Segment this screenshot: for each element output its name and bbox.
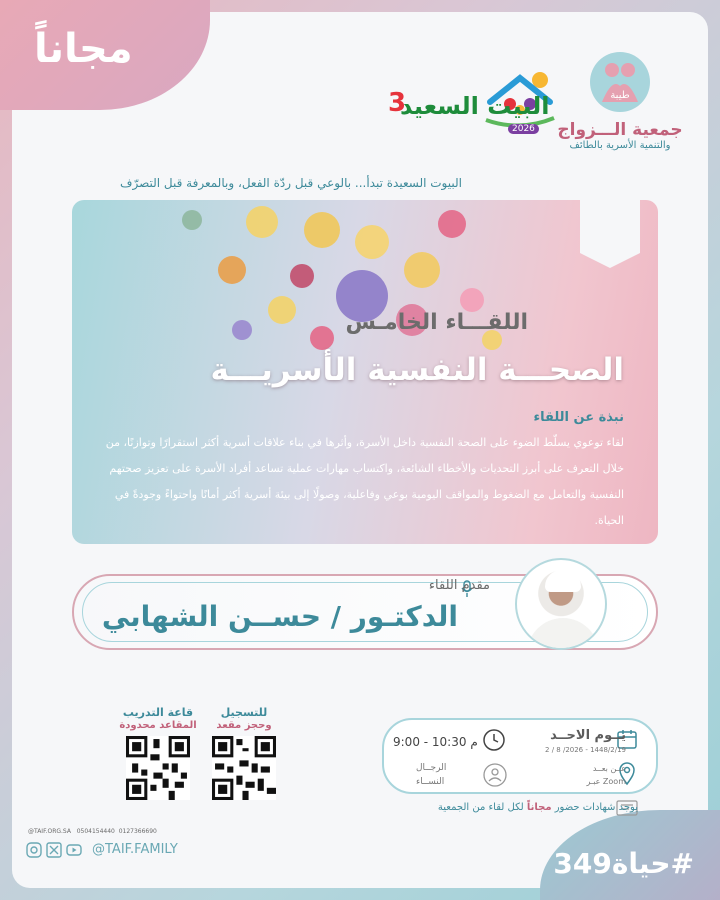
- hall-qr-code[interactable]: [126, 736, 190, 800]
- event-place-line1: عــن بعــد: [592, 764, 626, 773]
- phone-2: 0127366690: [118, 828, 157, 835]
- audience-icon: [482, 762, 508, 788]
- family-emblem-icon: [588, 50, 652, 114]
- presenter-headdress: [545, 570, 581, 592]
- event-number: 3: [388, 88, 407, 118]
- event-logo: [380, 70, 570, 140]
- social-handle[interactable]: @TAIF.FAMILY: [92, 842, 178, 857]
- presenter-photo: [515, 558, 607, 650]
- clock-icon: [482, 728, 506, 752]
- presenter-label: مقدم اللقاء: [428, 578, 490, 593]
- certificates-note: [438, 802, 638, 813]
- hashtag: #حياة349: [553, 847, 694, 880]
- event-date: 2 / 8 /2026 - 1448/2/19: [545, 746, 626, 754]
- register-label: للتسجيل: [220, 706, 268, 719]
- register-qr-code[interactable]: [212, 736, 276, 800]
- about-text: لقاء توعوي يسلّط الضوء على الصحة النفسية داخل الأسرة، وأثرها في بناء علاقات أسرية أكثر استقرارًا وتوازنًا، من خلال التعرف على أبرز التحديات والأخطاء الشائعة، واكتساب مهارات عملية تساعد أفراد الأسرة على تعزيز صحتهم النفسية والتعامل مع الضغوط والمواقف اليومية بوعي وفاعلية، وصولًا إلى بيئة أسرية أكثر أمانًا واحتواءً وجودةً في الحياة.: [105, 436, 624, 527]
- event-place-line2: عبـر Zoom: [586, 777, 626, 786]
- register-sublabel: وحجز مقعد: [216, 720, 272, 731]
- website: @TAIF.ORG.SA: [28, 828, 71, 835]
- audience-line1: الرجــال: [416, 763, 447, 773]
- certificates-free: مجاناً: [526, 802, 552, 813]
- association-logo: [550, 50, 690, 151]
- association-name: جمعية الـــزواج: [557, 120, 683, 140]
- session-number: اللقـــاء الخامـس: [345, 310, 528, 335]
- free-badge: مجاناً: [34, 26, 133, 72]
- emblem-text: طيبة: [610, 90, 630, 101]
- phone-1: 0504154440: [76, 828, 115, 835]
- presenter-name: الدكتـور / حســن الشهابي: [101, 600, 458, 633]
- tagline: البيوت السعيدة تبدأ... بالوعي قبل ردّة الفعل، وبالمعرفة قبل التصرّف: [120, 176, 462, 190]
- event-name: البيت السعيد: [400, 92, 550, 120]
- event-day: يــوم الاحــد: [550, 728, 626, 743]
- social-icons: [26, 842, 82, 858]
- presenter-body: [527, 618, 599, 650]
- about-heading: نبذة عن اللقاء: [533, 410, 624, 425]
- flowers-illustration: [72, 200, 512, 360]
- hall-label: قاعة التدريب: [122, 706, 194, 719]
- certificates-suffix: لكل لقاء من الجمعية: [437, 802, 524, 813]
- association-subtitle: والتنمية الأسرية بالطائف: [569, 140, 671, 151]
- hall-sublabel: المقاعد محدودة: [119, 720, 197, 731]
- certificates-prefix: يوجد شهادات حضور: [554, 802, 638, 813]
- youtube-icon[interactable]: [66, 842, 82, 858]
- event-time: 9:00 - 10:30 م: [393, 735, 478, 749]
- card-notch: [580, 200, 640, 268]
- session-topic: الصحـــة النفسية الأسريـــة: [210, 352, 624, 388]
- instagram-icon[interactable]: [26, 842, 42, 858]
- session-card: [72, 200, 658, 544]
- audience-line2: النســاء: [416, 777, 445, 787]
- contact-info: [28, 828, 157, 835]
- x-icon[interactable]: [46, 842, 62, 858]
- event-year: 2026: [508, 124, 539, 134]
